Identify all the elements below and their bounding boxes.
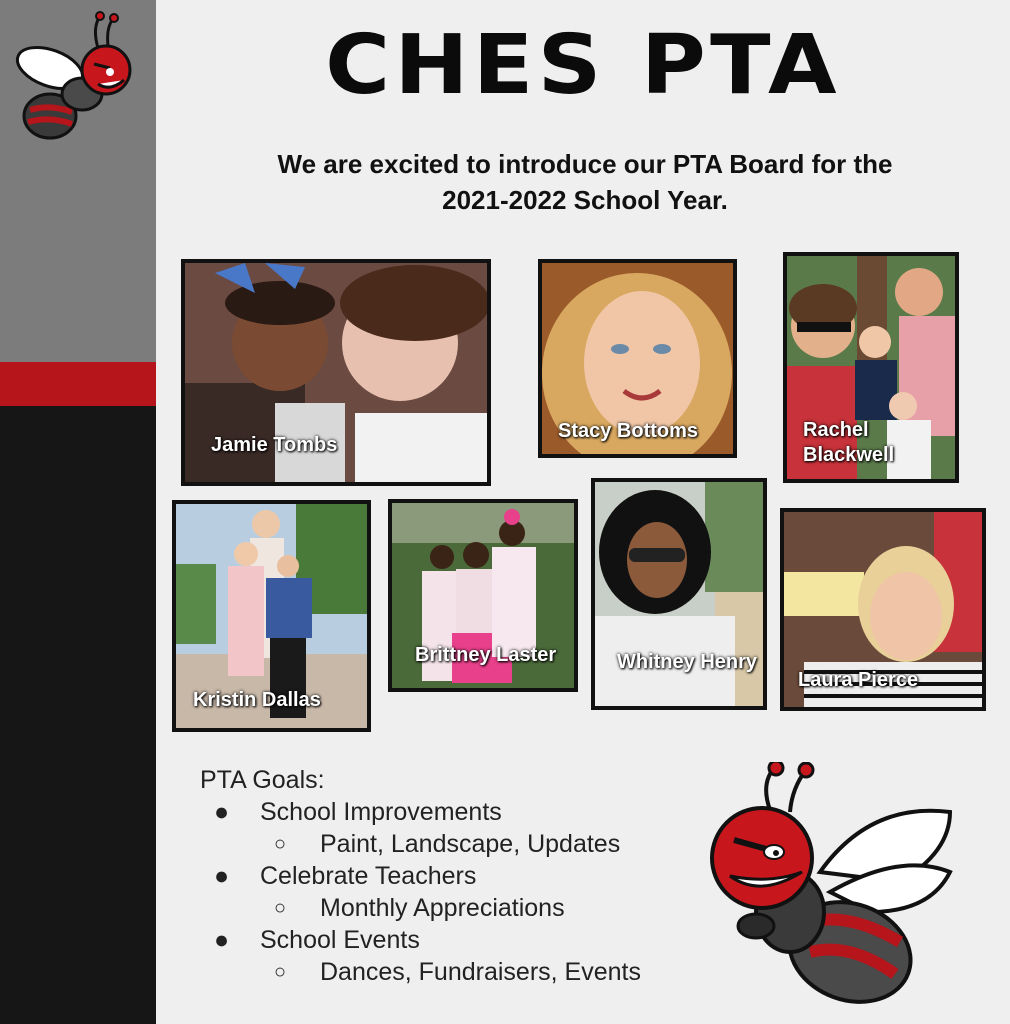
goal-item — [200, 860, 477, 892]
name-line-1: Rachel — [803, 419, 869, 441]
board-member-name: Brittney Laster — [415, 644, 557, 666]
sidebar-red-band — [0, 362, 156, 406]
intro-line-1: We are excited to introduce our PTA Board for the — [277, 149, 893, 179]
board-member-name: Whitney Henry — [617, 651, 758, 673]
sidebar-black-band — [0, 406, 156, 1024]
goal-detail — [200, 956, 641, 988]
intro-line-2: 2021-2022 School Year. — [442, 185, 728, 215]
page-title: CHES PTA — [325, 18, 841, 113]
goal-detail-text: Dances, Fundraisers, Events — [320, 958, 641, 986]
bullet-icon: ● — [214, 926, 230, 954]
hornet-logo-icon — [10, 8, 136, 142]
board-photo-brittney-laster — [388, 499, 578, 692]
board-member-name: Laura Pierce — [798, 669, 919, 691]
intro-text — [200, 146, 970, 218]
sub-bullet-icon: ○ — [274, 897, 287, 919]
board-photo-stacy-bottoms — [538, 259, 737, 458]
sub-bullet-icon: ○ — [274, 833, 287, 855]
board-photo-rachel-blackwell — [783, 252, 959, 483]
goal-label: Celebrate Teachers — [260, 862, 477, 890]
name-line-2: Blackwell — [803, 444, 895, 466]
board-photo-laura-pierce — [780, 508, 986, 711]
bullet-icon: ● — [214, 862, 230, 890]
goal-label: School Improvements — [260, 798, 502, 826]
goal-label: School Events — [260, 926, 420, 954]
goal-item — [200, 796, 502, 828]
board-photo-whitney-henry — [591, 478, 767, 710]
goals-heading: PTA Goals: — [200, 766, 325, 794]
sidebar — [0, 0, 156, 1024]
board-photo-jamie-tombs — [181, 259, 491, 486]
board-member-name — [803, 418, 894, 468]
goal-detail — [200, 828, 621, 860]
bullet-icon: ● — [214, 798, 230, 826]
board-member-name: Stacy Bottoms — [558, 420, 699, 442]
goal-detail — [200, 892, 565, 924]
goal-detail-text: Paint, Landscape, Updates — [320, 830, 621, 858]
board-member-name: Kristin Dallas — [193, 689, 321, 711]
board-member-name: Jamie Tombs — [211, 434, 338, 456]
goal-item — [200, 924, 420, 956]
pta-goals — [200, 764, 641, 988]
hornet-mascot-icon — [700, 762, 960, 1012]
goal-detail-text: Monthly Appreciations — [320, 894, 565, 922]
board-photo-kristin-dallas — [172, 500, 371, 732]
sub-bullet-icon: ○ — [274, 961, 287, 983]
